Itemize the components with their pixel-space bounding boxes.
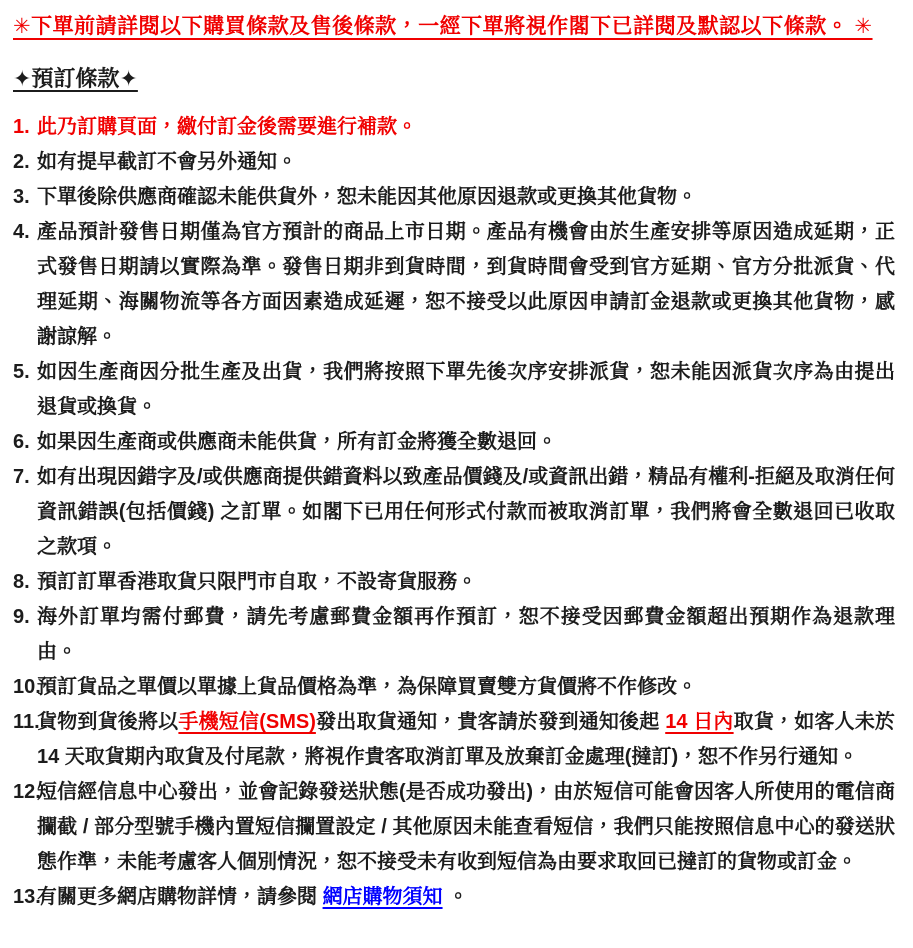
term-segment: 海外訂單均需付郵費，請先考慮郵費金額再作預訂，恕不接受因郵費金額超出預期作為退款理由。 <box>37 606 895 663</box>
term-segment: 預訂訂單香港取貨只限門市自取，不設寄貨服務。 <box>37 571 477 593</box>
term-text <box>37 600 895 670</box>
term-item <box>13 425 895 460</box>
preorder-terms-heading: ✦預訂條款✦ <box>13 66 138 91</box>
term-segment: 下單後除供應商確認未能供貨外，恕未能因其他原因退款或更換其他貨物。 <box>37 186 697 208</box>
term-number: 5. <box>13 361 30 383</box>
term-segment: 如有出現因錯字及/或供應商提供錯資料以致產品價錢及/或資訊出錯，精品有權利-拒絕及取消任何資訊錯誤(包括價錢) 之訂單。如閣下已用任何形式付款而被取消訂單，我們將會全數退回已收取之款項。 <box>37 466 895 558</box>
purchase-notice-banner: ✳下單前請詳閱以下購買條款及售後條款，一經下單將視作閣下已詳閱及默認以下條款。 ✳ <box>13 15 873 38</box>
term-text <box>37 460 895 565</box>
term-segment: 如有提早截訂不會另外通知。 <box>37 151 297 173</box>
term-item <box>13 180 895 215</box>
term-number: 6. <box>13 431 30 453</box>
term-text <box>37 180 895 215</box>
term-item <box>13 565 895 600</box>
sms-highlight: 手機短信(SMS) <box>178 711 316 733</box>
term-segment: 如果因生產商或供應商未能供貨，所有訂金將獲全數退回。 <box>37 431 557 453</box>
term-number: 3. <box>13 186 30 208</box>
term-segment: 取貨，如客人未於 14 天取貨期內取貨及付尾款，將視作貴客取消訂單及放棄訂金處理(撻訂)，恕不作另行通知。 <box>37 711 896 768</box>
store-shopping-guide-link[interactable]: 網店購物須知 <box>322 886 443 908</box>
terms-list <box>13 110 895 915</box>
term-item <box>13 880 895 915</box>
term-segment: 預訂貨品之單價以單據上貨品價格為準，為保障買賣雙方貨價將不作修改。 <box>37 676 697 698</box>
term-number: 8. <box>13 571 30 593</box>
term-number: 4. <box>13 221 30 243</box>
term-segment: 貨物到貨後將以 <box>37 711 179 733</box>
term-text <box>37 110 895 145</box>
term-item <box>13 460 895 565</box>
term-text <box>37 880 895 915</box>
term-text <box>37 355 895 425</box>
term-segment: 如因生產商因分批生產及出貨，我們將按照下單先後次序安排派貨，恕未能因派貨次序為由提出退貨或換貨。 <box>37 361 895 418</box>
term-segment: 有關更多網店購物詳情，請參閱 <box>37 886 323 908</box>
term-number: 1. <box>13 116 30 138</box>
term-item <box>13 110 895 145</box>
term-text <box>37 670 895 705</box>
term-text <box>37 145 895 180</box>
term-item <box>13 670 895 705</box>
term-number: 9. <box>13 606 30 628</box>
pickup-deadline-highlight: 14 日內 <box>665 711 734 733</box>
term-text <box>37 215 895 355</box>
term-text <box>37 425 895 460</box>
term-item <box>13 355 895 425</box>
term-number: 11. <box>13 711 40 733</box>
term-number: 13. <box>13 886 41 908</box>
term-segment: 。 <box>442 886 469 908</box>
term-segment: 此乃訂購頁面，繳付訂金後需要進行補款。 <box>37 116 417 138</box>
term-text <box>37 705 895 775</box>
term-segment: 產品預計發售日期僅為官方預計的商品上市日期。產品有機會由於生產安排等原因造成延期，正式發售日期請以實際為準。發售日期非到貨時間，到貨時間會受到官方延期、官方分批派貨、代理延期、海關物流等各方面因素造成延遲，恕不接受以此原因申請訂金退款或更換其他貨物，感謝諒解。 <box>37 221 895 348</box>
term-text <box>37 565 895 600</box>
term-segment: 發出取貨通知，貴客請於發到通知後起 <box>315 711 666 733</box>
term-number: 10. <box>13 676 41 698</box>
term-item <box>13 215 895 355</box>
term-segment: 短信經信息中心發出，並會記錄發送狀態(是否成功發出)，由於短信可能會因客人所使用的電信商攔截 / 部分型號手機內置短信攔置設定 / 其他原因未能查看短信，我們只能按照信息中心的發送狀態作準，未能考慮客人個別情況，恕不接受未有收到短信為由要求取回已撻訂的貨物或訂金。 <box>37 781 895 873</box>
term-number: 2. <box>13 151 30 173</box>
term-number: 7. <box>13 466 30 488</box>
term-item <box>13 600 895 670</box>
term-item <box>13 705 895 775</box>
term-item <box>13 145 895 180</box>
term-text <box>37 775 895 880</box>
term-item <box>13 775 895 880</box>
term-number: 12. <box>13 781 41 803</box>
